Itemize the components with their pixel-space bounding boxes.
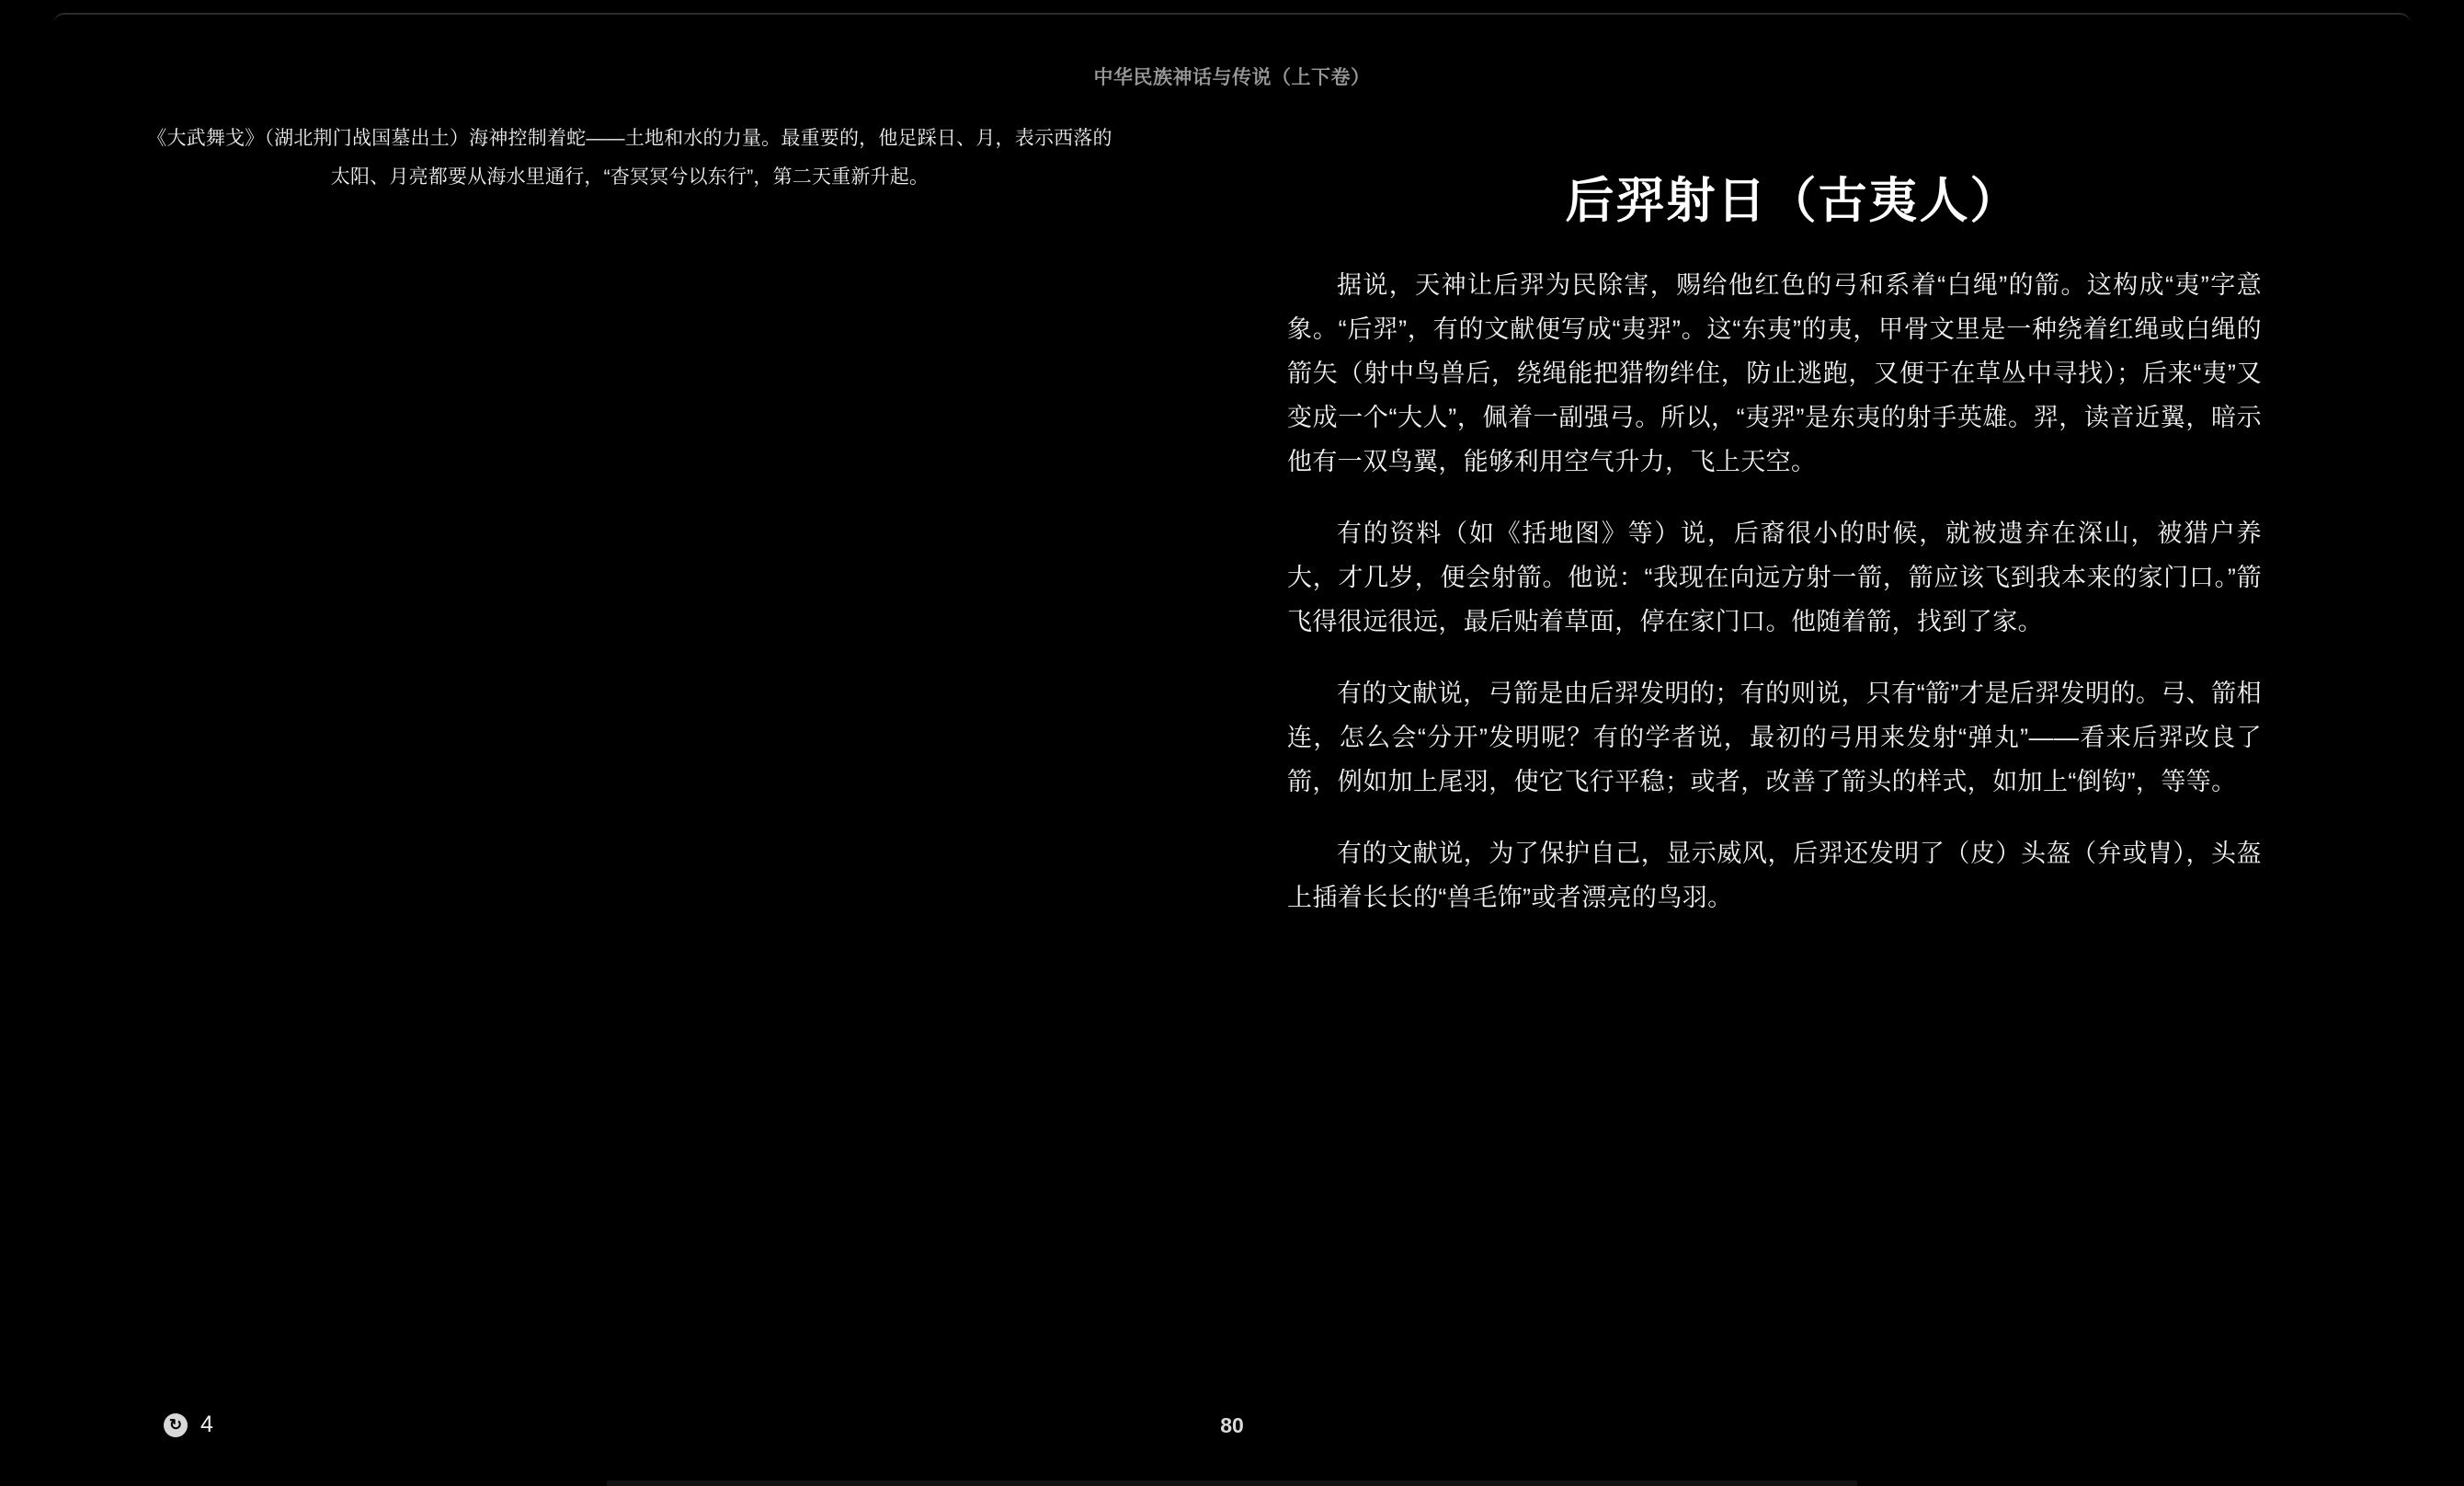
page-top-edge — [53, 13, 2411, 24]
body-paragraph: 据说，天神让后羿为民除害，赐给他红色的弓和系着“白绳”的箭。这构成“夷”字意象。“后羿”，有的文献便写成“夷羿”。这“东夷”的夷，甲骨文里是一种绕着红绳或白绳的箭矢（射中鸟兽后，绕绳能把猎物绊住，防止逃跑，又便于在草丛中寻找）；后来“夷”又变成一个“大人”，佩着一副强弓。所以，“夷羿”是东夷的射手英雄。羿，读音近翼，暗示他有一双鸟翼，能够利用空气升力，飞上天空。 — [1287, 271, 2262, 475]
page-number: 80 — [1220, 1413, 1244, 1437]
refresh-icon[interactable]: ↻ — [164, 1413, 188, 1437]
bottom-strip — [607, 1480, 1857, 1486]
body-paragraph: 有的资料（如《括地图》等）说，后裔很小的时候，就被遗弃在深山，被猎户养大，才几岁，便会射箭。他说：“我现在向远方射一箭，箭应该飞到我本来的家门口。”箭飞得很远很远，最后贴着草面，停在家门口。他随着箭，找到了家。 — [1287, 520, 2262, 635]
right-column — [1287, 120, 2299, 920]
left-column — [138, 120, 1149, 197]
body-paragraph: 有的文献说，弓箭是由后羿发明的；有的则说，只有“箭”才是后羿发明的。弓、箭相连，怎么会“分开”发明呢？有的学者说，最初的弓用来发射“弹丸”——看来后羿改良了箭，例如加上尾羽，使它飞行平稳；或者，改善了箭头的样式，如加上“倒钩”，等等。 — [1287, 680, 2262, 795]
page-footer — [0, 1385, 2464, 1486]
section-title: 后羿射日（古夷人） — [1565, 174, 2021, 228]
progress-count: 4 — [200, 1412, 213, 1437]
figure-caption: 《大武舞戈》（湖北荆门战国墓出土）海神控制着蛇——土地和水的力量。最重要的，他足踩日、月，表示西落的太阳、月亮都要从海水里通行，“杳冥冥兮以东行”，第二天重新升起。 — [147, 128, 1112, 188]
body-paragraph: 有的文献说，为了保护自己，显示威风，后羿还发明了（皮）头盔（弁或胄），头盔上插着长长的“兽毛饰”或者漂亮的鸟羽。 — [1287, 840, 2262, 911]
book-title: 中华民族神话与传说（上下卷） — [1093, 67, 1371, 88]
page-columns — [0, 120, 2464, 1343]
